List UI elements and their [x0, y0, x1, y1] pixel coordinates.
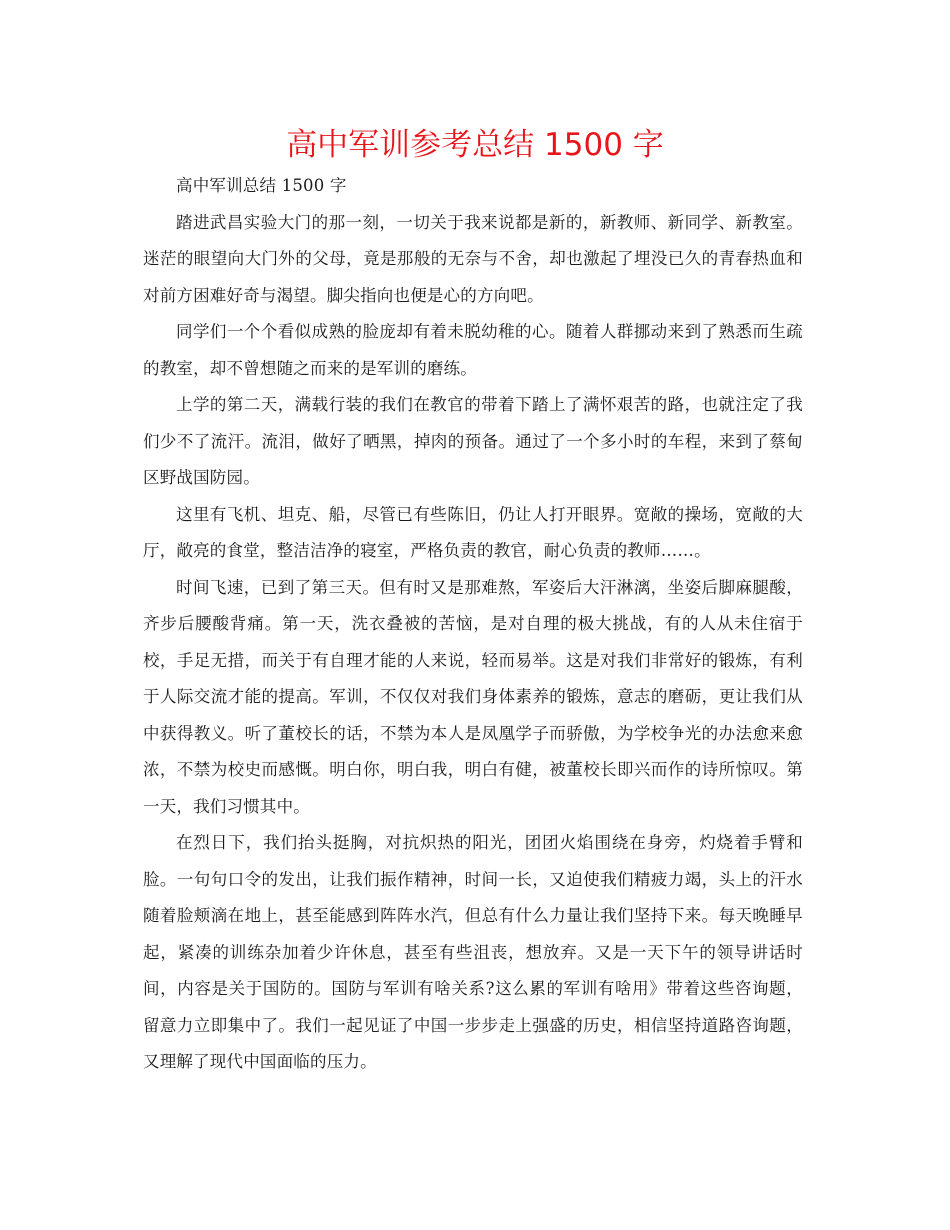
document-subtitle: 高中军训总结 1500 字 — [176, 176, 347, 195]
document-body — [143, 168, 803, 1081]
paragraph: 同学们一个个看似成熟的脸庞却有着未脱幼稚的心。随着人群挪动来到了熟悉而生疏的教室，却不曾想随之而来的是军训的磨练。 — [143, 322, 803, 378]
paragraph: 时间飞速，已到了第三天。但有时又是那难熬，军姿后大汗淋漓，坐姿后脚麻腿酸，齐步后腰酸背痛。第一天，洗衣叠被的苦恼，是对自理的极大挑战，有的人从未住宿于校，手足无措，而关于有自理才能的人来说，轻而易举。这是对我们非常好的锻炼，有利于人际交流才能的提高。军训，不仅仅对我们身体素养的锻炼，意志的磨砺，更让我们从中获得教义。听了董校长的话，不禁为本人是凤凰学子而骄傲，为学校争光的办法愈来愈浓，不禁为校史而感慨。明白你，明白我，明白有健，被董校长即兴而作的诗所惊叹。第一天，我们习惯其中。 — [143, 577, 803, 816]
paragraph: 踏进武昌实验大门的那一刻，一切关于我来说都是新的，新教师、新同学、新教室。迷茫的眼望向大门外的父母，竟是那般的无奈与不舍，却也激起了埋没已久的青春热血和对前方困难好奇与渴望。脚尖指向也便是心的方向吧。 — [143, 212, 803, 305]
document-title: 高中军训参考总结 1500 字 — [286, 127, 664, 163]
paragraph: 上学的第二天，满载行装的我们在教官的带着下踏上了满怀艰苦的路，也就注定了我们少不了流汗。流泪，做好了晒黑，掉肉的预备。通过了一个多小时的车程，来到了蔡甸区野战国防园。 — [143, 395, 803, 487]
paragraph: 在烈日下，我们抬头挺胸，对抗炽热的阳光，团团火焰围绕在身旁，灼烧着手臂和脸。一句句口令的发出，让我们振作精神，时间一长，又迫使我们精疲力竭，头上的汗水随着脸颊滴在地上，甚至能感到阵阵水汽，但总有什么力量让我们坚持下来。每天晚睡早起，紧凑的训练杂加着少许休息，甚至有些沮丧，想放弃。又是一天下午的领导讲话时间，内容是关于国防的。国防与军训有啥关系?这么累的军训有啥用》带着这些咨询题，留意力立即集中了。我们一起见证了中国一步步走上强盛的历史，相信坚持道路咨询题，又理解了现代中国面临的压力。 — [143, 833, 803, 1071]
paragraph: 这里有飞机、坦克、船，尽管已有些陈旧，仍让人打开眼界。宽敞的操场，宽敞的大厅，敞亮的食堂，整洁洁净的寝室，严格负责的教官，耐心负责的教师……。 — [143, 504, 803, 560]
